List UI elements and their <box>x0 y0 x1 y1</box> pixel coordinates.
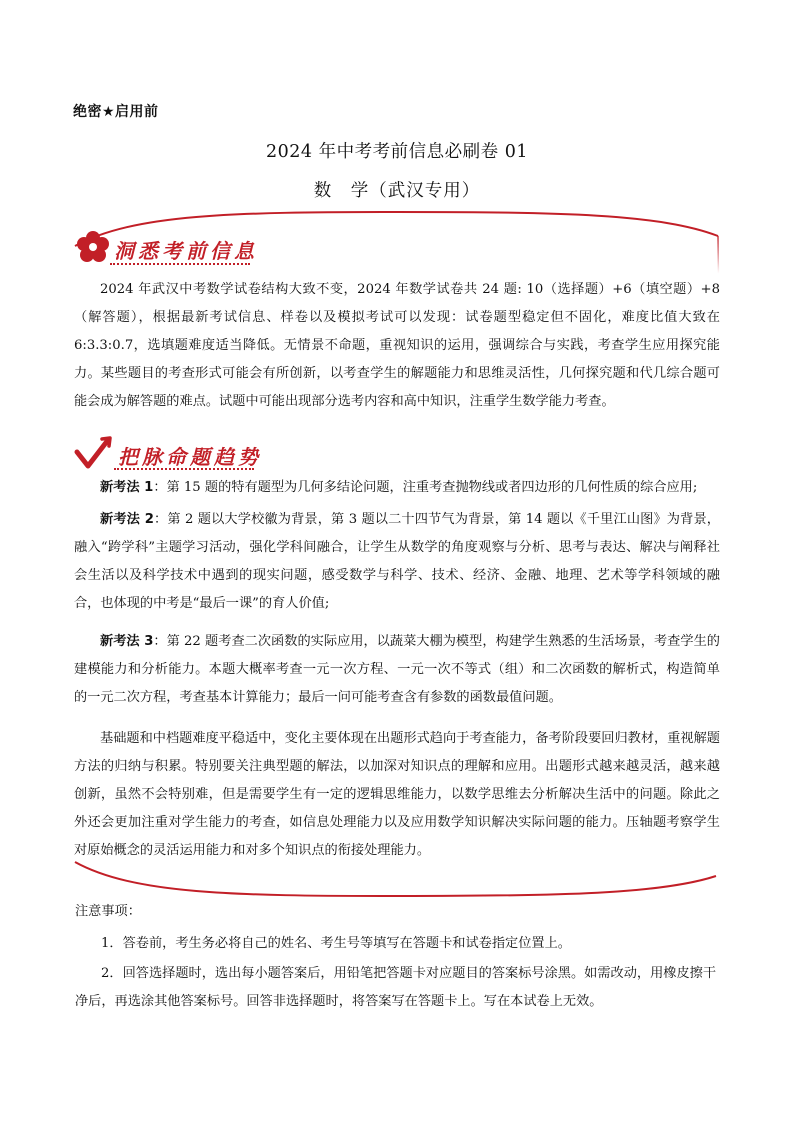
page-title: 2024 年中考考前信息必刷卷 01 <box>266 142 528 162</box>
red-flower-icon <box>76 230 110 264</box>
list-item <box>74 474 720 502</box>
section-heading-trends: 把脉命题趋势 <box>118 445 262 469</box>
heading-underline <box>110 263 250 265</box>
note-item: 2．回答选择题时，选出每小题答案后，用铅笔把答题卡对应题目的答案标号涂黑。如需改动，用橡皮擦干净后，再选涂其他答案标号。回答非选择题时，将答案写在答题卡上。写在本试卷上无效。 <box>75 966 717 1009</box>
list-item <box>74 628 720 712</box>
confidential-label: 绝密★启用前 <box>73 104 159 120</box>
item-text: ：第 2 题以大学校徽为背景，第 3 题以二十四节气为背景，第 14 题以《千里江山图》为背景，融入“跨学科”主题学习活动，强化学科间融合，让学生从数学的角度观察与分析、思考与表达、解决与阐释社会生活以及科学技术中遇到的现实问题，感受数学与科学、技术、经济、金融、地理、艺术等学科领域的融合，也体现的中考是“最后一课”的育人价值; <box>74 512 720 611</box>
notes-title: 注意事项： <box>75 904 141 919</box>
item-label: 新考法 2 <box>100 512 154 527</box>
summary-paragraph: 基础题和中档题难度平稳适中，变化主要体现在出题形式趋向于考查能力，备考阶段要回归教材，重视解题方法的归纳与积累。特别要关注典型题的解法，以加深对知识点的理解和应用。出题形式越来越灵活，越来越创新，虽然不会特别难，但是需要学生有一定的逻辑思维能力，以数学思维去分析解决生活中的问题。除此之外还会更加注重对学生能力的考查，如信息处理能力以及应用数学知识解决实际问题的能力。压轴题考察学生对原始概念的灵活运用能力和对多个知识点的衔接处理能力。 <box>74 731 720 858</box>
item-text: ：第 22 题考查二次函数的实际应用，以蔬菜大棚为模型，构建学生熟悉的生活场景，考查学生的建模能力和分析能力。本题大概率考查一元一次方程、一元一次不等式（组）和二次函数的解析式，构造简单的一元二次方程，考查基本计算能力；最后一问可能考查含有参数的函数最值问题。 <box>74 634 720 705</box>
item-label: 新考法 3 <box>100 634 154 649</box>
exam-info-paragraph: 2024 年武汉中考数学试卷结构大致不变，2024 年数学试卷共 24 题: 10（选择题）+6（填空题）+8（解答题），根据最新考试信息、样卷以及模拟考试可以发现：试卷题型稳定但不固化，难度比值大致在 6:3.3:0.7，选填题难度适当降低。无情景不命题，重视知识的运用，强调综合与实践，考查学生应用探究能力。某些题目的考查形式可能会有所创新，以考查学生的解题能力和思维灵活性，几何探究题和代几综合题可能会成为解答题的难点。试题中可能出现部分选考内容和高中知识，注重学生数学能力考查。 <box>74 282 720 409</box>
page-subtitle: 数 学（武汉专用） <box>313 181 481 201</box>
heading-underline <box>114 468 254 470</box>
section-heading-exam-info: 洞悉考前信息 <box>114 239 258 263</box>
item-label: 新考法 1 <box>100 480 154 495</box>
item-text: ：第 15 题的特有题型为几何多结论问题，注重考查抛物线或者四边形的几何性质的综合应用; <box>153 480 698 495</box>
list-item <box>74 506 720 618</box>
note-item: 1．答卷前，考生务必将自己的姓名、考生号等填写在答题卡和试卷指定位置上。 <box>101 936 571 951</box>
red-check-arrow-icon <box>74 436 114 470</box>
